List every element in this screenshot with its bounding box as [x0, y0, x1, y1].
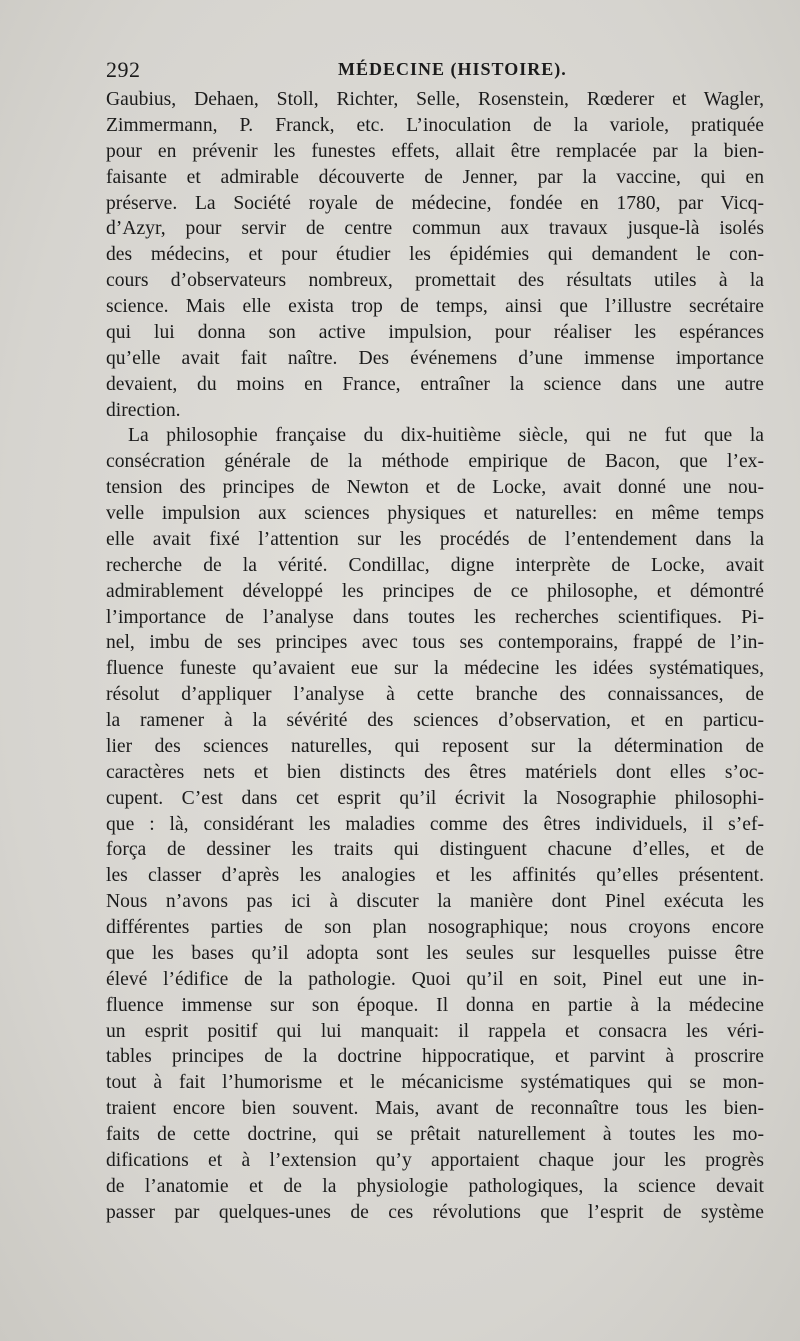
text-line: tables principes de la doctrine hippocratique, et parvint à proscrire	[106, 1046, 764, 1068]
text-line: faisante et admirable découverte de Jenner, par la vaccine, qui en	[106, 166, 764, 188]
text-line: la ramener à la sévérité des sciences d’observation, et en particu-	[106, 710, 764, 731]
text-line: fluence immense sur son époque. Il donna en partie à la médecine	[106, 994, 764, 1016]
text-line: traient encore bien souvent. Mais, avant de reconnaître tous les bien-	[106, 1098, 764, 1120]
text-line: un esprit positif qui lui manquait: il rappela et consacra les véri-	[106, 1020, 764, 1042]
text-line: résolut d’appliquer l’analyse à cette branche des connaissances, de	[106, 684, 764, 706]
text-line: cours d’observateurs nombreux, promettait des résultats utiles à la	[106, 270, 764, 292]
text-line: des médecins, et pour étudier les épidémies qui demandent le con-	[106, 244, 764, 266]
body-text	[106, 87, 764, 1226]
text-line: tension des principes de Newton et de Locke, avait donné une nou-	[106, 477, 764, 499]
text-line: nel, imbu de ses principes avec tous ses contemporains, frappé de l’in-	[106, 632, 764, 654]
text-line: admirablement développé les principes de ce philosophe, et démontré	[106, 580, 764, 602]
text-line: tout à fait l’humorisme et le mécanicisme systématiques qui se mon-	[106, 1072, 764, 1094]
text-line: élevé l’édifice de la pathologie. Quoi qu’il en soit, Pinel eut une in-	[106, 968, 764, 990]
text-line: que : là, considérant les maladies comme des êtres individuels, il s’ef-	[106, 813, 764, 835]
running-title: MÉDECINE (HISTOIRE).	[338, 59, 567, 79]
text-line: devaient, du moins en France, entraîner la science dans une autre	[106, 373, 764, 395]
text-line: recherche de la vérité. Condillac, digne interprète de Locke, avait	[106, 554, 764, 576]
text-line: de l’anatomie et de la physiologie pathologiques, la science devait	[106, 1175, 764, 1197]
text-line: qu’elle avait fait naître. Des événemens d’une immense importance	[106, 347, 764, 369]
text-line: velle impulsion aux sciences physiques et naturelles: en même temps	[106, 503, 764, 524]
text-line: préserve. La Société royale de médecine, fondée en 1780, par Vicq-	[106, 192, 764, 214]
text-line: passer par quelques-unes de ces révolutions que l’esprit de système	[106, 1201, 764, 1223]
text-line: cupent. C’est dans cet esprit qu’il écrivit la Nosographie philosophi-	[106, 787, 764, 809]
text-line: faits de cette doctrine, qui se prêtait naturellement à toutes les mo-	[106, 1124, 764, 1145]
text-line: elle avait fixé l’attention sur les procédés de l’entendement dans la	[106, 528, 764, 550]
text-line: consécration générale de la méthode empirique de Bacon, que l’ex-	[106, 451, 764, 473]
text-line: direction.	[106, 399, 181, 421]
text-line: d’Azyr, pour servir de centre commun aux travaux jusque-là isolés	[106, 218, 764, 240]
page-number: 292	[106, 57, 141, 82]
text-line: fluence funeste qu’avaient eue sur la médecine les idées systématiques,	[106, 658, 764, 680]
page-header	[106, 57, 766, 87]
text-line: Zimmermann, P. Franck, etc. L’inoculation de la variole, pratiquée	[106, 114, 764, 136]
text-line: força de dessiner les traits qui distinguent chacune d’elles, et de	[106, 839, 764, 861]
text-line: caractères nets et bien distincts des êtres matériels dont elles s’oc-	[106, 761, 764, 783]
text-line: science. Mais elle exista trop de temps, ainsi que l’illustre secrétaire	[106, 296, 764, 317]
text-line: l’importance de l’analyse dans toutes les recherches scientifiques. Pi-	[106, 606, 764, 628]
text-line: Nous n’avons pas ici à discuter la manière dont Pinel exécuta les	[106, 891, 764, 913]
text-line: La philosophie française du dix-huitième siècle, qui ne fut que la	[128, 425, 764, 447]
text-line: les classer d’après les analogies et les affinités qu’elles présentent.	[106, 865, 764, 887]
text-line: différentes parties de son plan nosographique; nous croyons encore	[106, 917, 764, 938]
text-line: que les bases qu’il adopta sont les seules sur lesquelles puisse être	[106, 942, 764, 964]
text-line: qui lui donna son active impulsion, pour réaliser les espérances	[106, 321, 764, 343]
text-line: Gaubius, Dehaen, Stoll, Richter, Selle, Rosenstein, Rœderer et Wagler,	[106, 89, 764, 110]
text-line: pour en prévenir les funestes effets, allait être remplacée par la bien-	[106, 140, 764, 162]
text-line: difications et à l’extension qu’y apportaient chaque jour les progrès	[106, 1149, 764, 1171]
text-line: lier des sciences naturelles, qui reposent sur la détermination de	[106, 735, 764, 757]
